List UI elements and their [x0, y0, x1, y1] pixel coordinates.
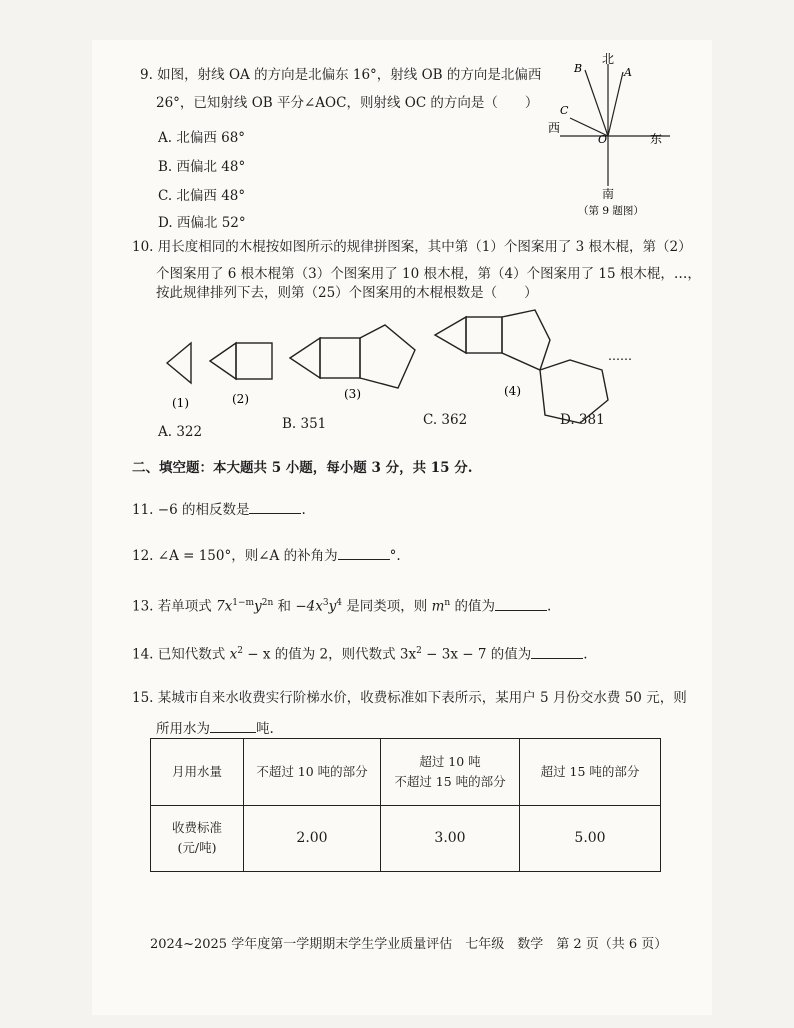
q15-line-2-end: 吨.	[256, 721, 274, 737]
pattern-3-pentagon	[360, 325, 415, 388]
q13-text-mid: 和	[273, 598, 296, 615]
q12-text: 12. ∠A = 150°，则∠A 的补角为	[132, 548, 338, 564]
header-monthly-usage: 月用水量	[151, 739, 244, 806]
q9-direction-figure	[540, 50, 670, 220]
q11-answer-blank[interactable]	[249, 499, 301, 514]
row-label-fee-standard	[151, 805, 244, 872]
pattern-4-label: (4)	[504, 384, 521, 398]
q11	[132, 499, 306, 519]
pattern-4-square	[466, 317, 502, 353]
ray-oa	[608, 72, 623, 136]
pattern-4-pentagon	[502, 310, 550, 370]
pattern-2-triangle	[210, 343, 236, 379]
q14-exp-1: 2	[237, 646, 243, 656]
fee-tier-2: 3.00	[381, 805, 520, 872]
q13-answer-blank[interactable]	[495, 596, 547, 611]
table-row	[151, 805, 661, 872]
q10-line-3: 按此规律排列下去，则第（25）个图案用的木棍根数是（ ）	[156, 285, 538, 301]
pattern-1-triangle	[167, 343, 191, 383]
q15-line-1: 15. 某城市自来水收费实行阶梯水价，收费标准如下表所示，某用户 5 月份交水费 50 元，则	[132, 690, 687, 706]
q9-line-2: 26°，已知射线 OB 平分∠AOC，则射线 OC 的方向是（ ）	[156, 95, 539, 111]
q14-exp-3: 2	[416, 646, 422, 656]
q15-answer-blank[interactable]	[210, 718, 256, 733]
figure-9-caption: （第 9 题图）	[578, 205, 644, 217]
header-tier-2-line-2: 不超过 15 吨的部分	[394, 773, 506, 789]
q14-number: 14.	[132, 646, 154, 663]
header-tier-1: 不超过 10 吨的部分	[244, 739, 381, 806]
q13-exp-4: 4	[336, 598, 342, 608]
q10-option-c: C. 362	[423, 412, 468, 428]
pattern-2-label: (2)	[232, 392, 249, 406]
q12	[132, 545, 401, 565]
q12-answer-blank[interactable]	[338, 545, 390, 560]
q14-text-pre: 已知代数式	[157, 646, 230, 663]
q13-number: 13.	[132, 598, 154, 615]
fee-tier-1: 2.00	[244, 805, 381, 872]
q13-exp-2: 2n	[261, 598, 274, 608]
q14	[132, 642, 588, 664]
label-b: B	[574, 62, 583, 75]
label-c: C	[560, 104, 569, 117]
q11-end: .	[301, 502, 306, 518]
header-tier-3: 超过 15 吨的部分	[520, 739, 661, 806]
q10-option-b: B. 351	[282, 416, 327, 432]
label-o: O	[598, 133, 608, 146]
pattern-3-label: (3)	[344, 387, 361, 401]
q11-text: 11. −6 的相反数是	[132, 502, 250, 518]
q14-answer-blank[interactable]	[531, 644, 583, 659]
q13-term-1: 7x	[216, 598, 233, 615]
q9-option-d: D. 西偏北 52°	[158, 215, 246, 231]
page-footer: 2024~2025 学年度第一学期期末学生学业质量评估 七年级 数学 第 2 页（共 6 页）	[150, 937, 668, 952]
header-tier-2	[381, 739, 520, 806]
q13-exp-1: 1−m	[232, 598, 255, 608]
q13-text-post-2: 的值为	[450, 598, 495, 615]
label-a: A	[624, 66, 632, 79]
water-fee-table	[150, 738, 661, 872]
q15-line-2-text: 所用水为	[156, 721, 210, 737]
q15-line-2	[156, 718, 274, 738]
label-west: 西	[548, 121, 561, 135]
q13-term-4: y	[328, 598, 337, 615]
section-2-heading: 二、填空题：本大题共 5 小题，每小题 3 分，共 15 分.	[132, 460, 473, 476]
q13-end: .	[546, 598, 552, 615]
pattern-3-square	[320, 338, 360, 378]
row-label-line-2: (元/吨)	[177, 840, 217, 856]
header-tier-2-line-1: 超过 10 吨	[419, 753, 481, 769]
q9-option-b: B. 西偏北 48°	[158, 159, 246, 175]
q10-option-d: D. 381	[560, 412, 605, 428]
q10-line-1: 10. 用长度相同的木棍按如图所示的规律拼图案，其中第（1）个图案用了 3 根木棍，第（2）	[132, 239, 692, 255]
q13-text-pre: 若单项式	[157, 598, 217, 615]
pattern-4-triangle	[435, 317, 466, 353]
q9-option-c: C. 北偏西 48°	[158, 188, 246, 204]
q13-term-2: y	[254, 598, 262, 615]
pattern-2-square	[236, 343, 272, 379]
label-east: 东	[650, 132, 663, 146]
pattern-ellipsis: ……	[608, 349, 632, 363]
q13-text-post: 是同类项，则	[341, 598, 432, 615]
q14-end: .	[583, 646, 588, 663]
q12-end: °.	[389, 548, 401, 564]
q14-text-post: − 3x − 7 的值为	[421, 646, 532, 663]
label-south: 南	[602, 187, 615, 201]
q13-term-3: −4x	[295, 598, 323, 615]
q9-line-1: 9. 如图，射线 OA 的方向是北偏东 16°，射线 OB 的方向是北偏西	[140, 67, 542, 83]
pattern-3-triangle	[290, 338, 320, 378]
q13-exp-3: 3	[322, 598, 329, 608]
table-header-row	[151, 739, 661, 806]
q14-term-1: x	[229, 646, 238, 663]
q10-line-2: 个图案用了 6 根木棍第（3）个图案用了 10 根木棍，第（4）个图案用了 15 根木棍，…，	[156, 266, 701, 282]
q14-term-3: 3x	[399, 646, 417, 663]
row-label-line-1: 收费标准	[171, 820, 222, 836]
label-north: 北	[602, 52, 615, 66]
fee-tier-3: 5.00	[520, 805, 661, 872]
q14-text-mid: − x 的值为 2，则代数式	[242, 646, 400, 663]
q9-option-a: A. 北偏西 68°	[158, 130, 246, 146]
q10-option-a: A. 322	[158, 424, 203, 440]
q13	[132, 594, 551, 616]
q13-term-5: m	[431, 598, 445, 615]
q13-exp-5: n	[444, 598, 451, 608]
pattern-1-label: (1)	[172, 396, 189, 410]
